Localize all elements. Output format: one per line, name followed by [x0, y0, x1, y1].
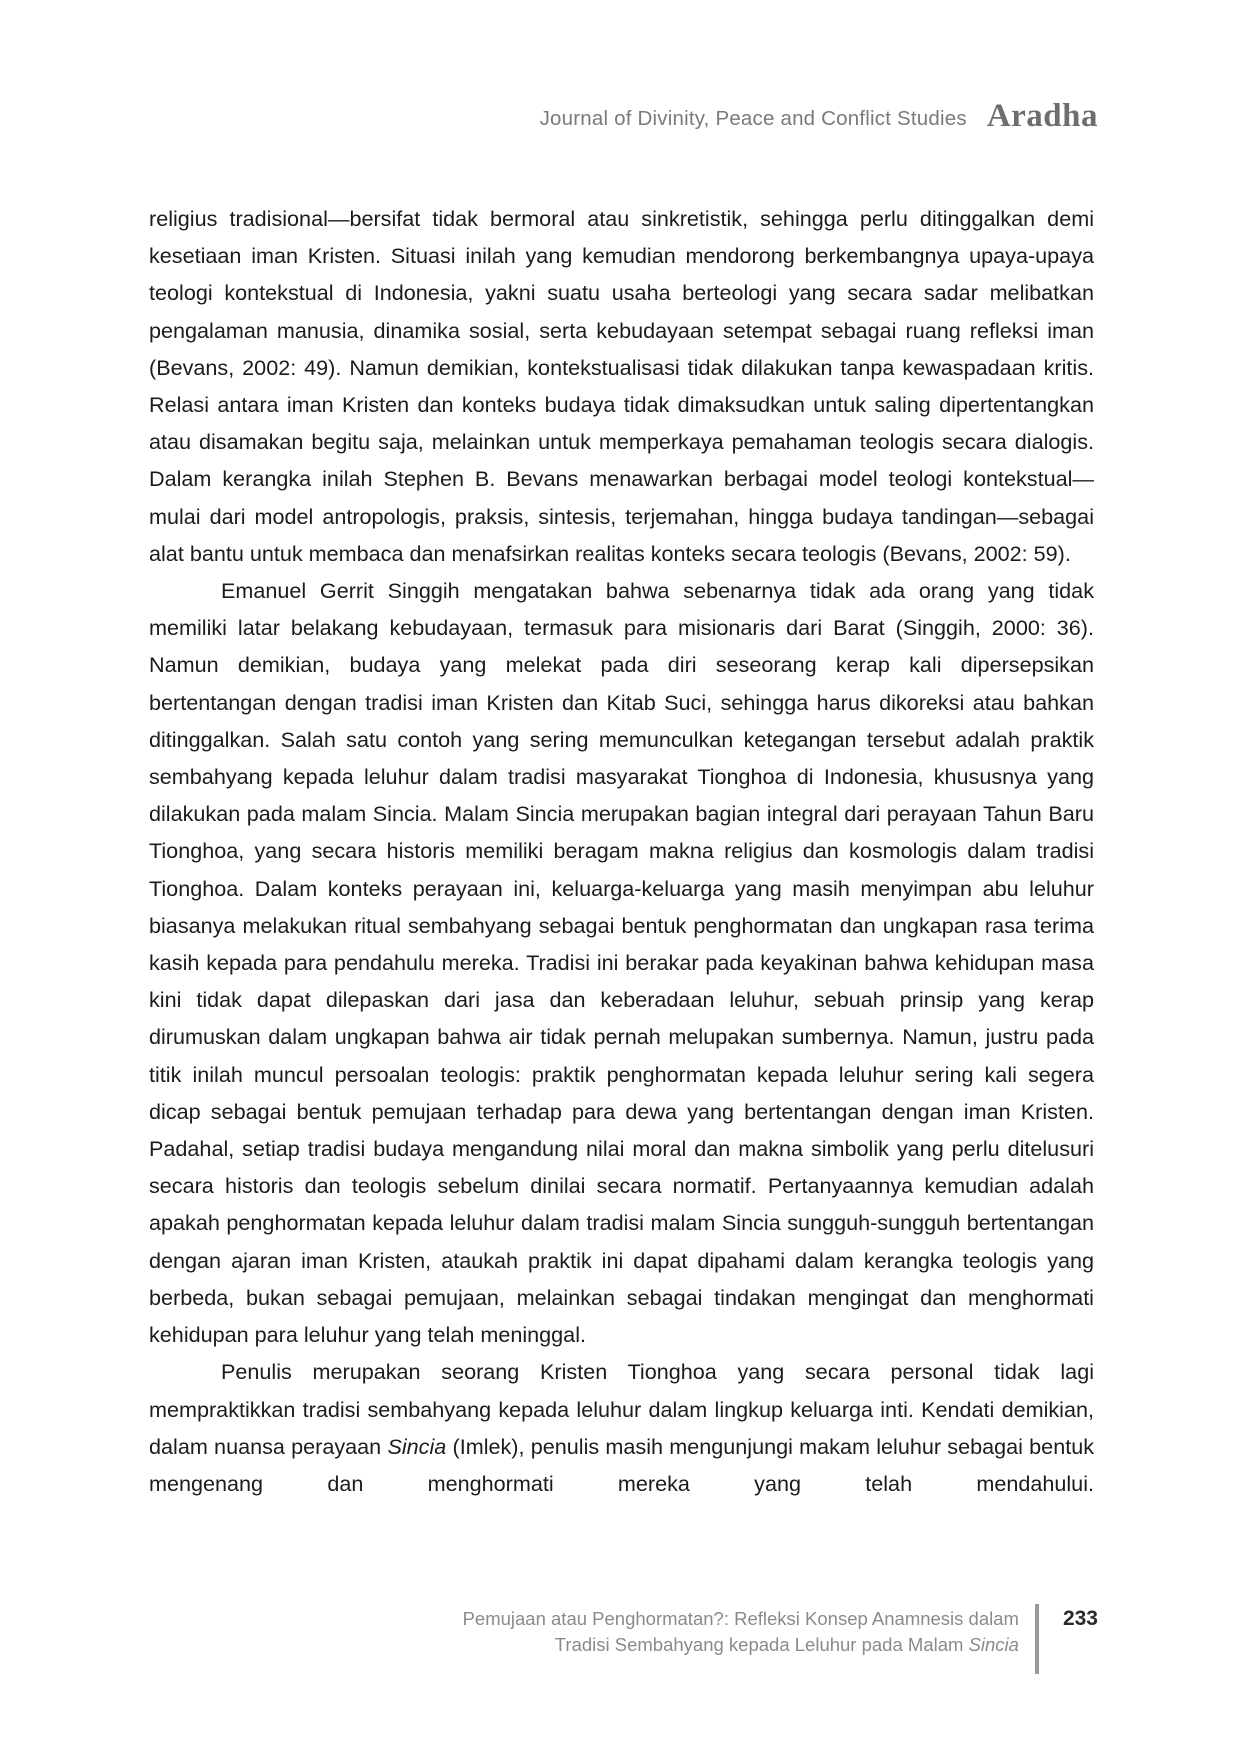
running-title-line-1: Pemujaan atau Penghormatan?: Refleksi Konsep Anamnesis dalam	[462, 1608, 1019, 1629]
article-body	[149, 200, 1094, 1502]
page-footer	[463, 1604, 1098, 1674]
page-number: 233	[1062, 1607, 1098, 1630]
running-title-italic-term: Sincia	[968, 1634, 1019, 1655]
paragraph-2: Emanuel Gerrit Singgih mengatakan bahwa sebenarnya tidak ada orang yang tidak memiliki latar belakang kebudayaan, termasuk para misionaris dari Barat (Singgih, 2000: 36). Namun demikian, budaya yang melekat pada diri seseorang kerap kali dipersepsikan bertentangan dengan tradisi iman Kristen dan Kitab Suci, sehingga harus dikoreksi atau bahkan ditinggalkan. Salah satu contoh yang sering memunculkan ketegangan tersebut adalah praktik sembahyang kepada leluhur dalam tradisi masyarakat Tionghoa di Indonesia, khususnya yang dilakukan pada malam Sincia. Malam Sincia merupakan bagian integral dari perayaan Tahun Baru Tionghoa, yang secara historis memiliki beragam makna religius dan kosmologis dalam tradisi Tionghoa. Dalam konteks perayaan ini, keluarga-keluarga yang masih menyimpan abu leluhur biasanya melakukan ritual sembahyang sebagai bentuk penghormatan dan ungkapan rasa terima kasih kepada para pendahulu mereka. Tradisi ini berakar pada keyakinan bahwa kehidupan masa kini tidak dapat dilepaskan dari jasa dan keberadaan leluhur, sebuah prinsip yang kerap dirumuskan dalam ungkapan bahwa air tidak pernah melupakan sumbernya. Namun, justru pada titik inilah muncul persoalan teologis: praktik penghormatan kepada leluhur sering kali segera dicap sebagai bentuk pemujaan terhadap para dewa yang bertentangan dengan iman Kristen. Padahal, setiap tradisi budaya mengandung nilai moral dan makna simbolik yang perlu ditelusuri secara historis dan teologis sebelum dinilai secara normatif. Pertanyaannya kemudian adalah apakah penghormatan kepada leluhur dalam tradisi malam Sincia sungguh-sungguh bertentangan dengan ajaran iman Kristen, ataukah praktik ini dapat dipahami dalam kerangka teologis yang berbeda, bukan sebagai pemujaan, melainkan sebagai tindakan mengingat dan menghormati kehidupan para leluhur yang telah meninggal.	[149, 578, 1094, 1348]
paragraph-1: religius tradisional—bersifat tidak bermoral atau sinkretistik, sehingga perlu ditinggalkan demi kesetiaan iman Kristen. Situasi inilah yang kemudian mendorong berkembangnya upaya-upaya teologi kontekstual di Indonesia, yakni suatu usaha berteologi yang secara sadar melibatkan pengalaman manusia, dinamika sosial, serta kebudayaan setempat sebagai ruang refleksi iman (Bevans, 2002: 49). Namun demikian, kontekstualisasi tidak dilakukan tanpa kewaspadaan kritis. Relasi antara iman Kristen dan konteks budaya tidak dimaksudkan untuk saling dipertentangkan atau disamakan begitu saja, melainkan untuk memperkaya pemahaman teologis secara dialogis. Dalam kerangka inilah Stephen B. Bevans menawarkan berbagai model teologi kontekstual—mulai dari model antropologis, praksis, sintesis, terjemahan, hingga budaya tandingan—sebagai alat bantu untuk membaca dan menafsirkan realitas konteks secara teologis (Bevans, 2002: 59).	[149, 206, 1094, 566]
paragraph-3-text-before: Penulis merupakan seorang Kristen Tionghoa yang secara personal tidak lagi mempraktikkan tradisi sembahyang kepada leluhur dalam lingkup keluarga inti. Kendati demikian, dalam nuansa perayaan	[149, 1359, 1094, 1459]
running-title-line-2-text: Tradisi Sembahyang kepada Leluhur pada Malam	[554, 1634, 969, 1655]
paragraph-3-italic-term: Sincia	[387, 1433, 447, 1459]
running-title	[463, 1606, 1035, 1658]
journal-name: Journal of Divinity, Peace and Conflict Studies	[539, 106, 967, 130]
page-header	[540, 100, 1098, 133]
brand-logo: Aradha	[986, 98, 1098, 134]
paragraph-3-text-after: (Imlek), penulis masih mengunjungi makam leluhur sebagai bentuk mengenang dan menghormati mereka yang telah mendahului.	[149, 1433, 1095, 1496]
paragraph-3	[149, 1353, 1094, 1502]
running-title-line-2	[463, 1632, 1019, 1658]
